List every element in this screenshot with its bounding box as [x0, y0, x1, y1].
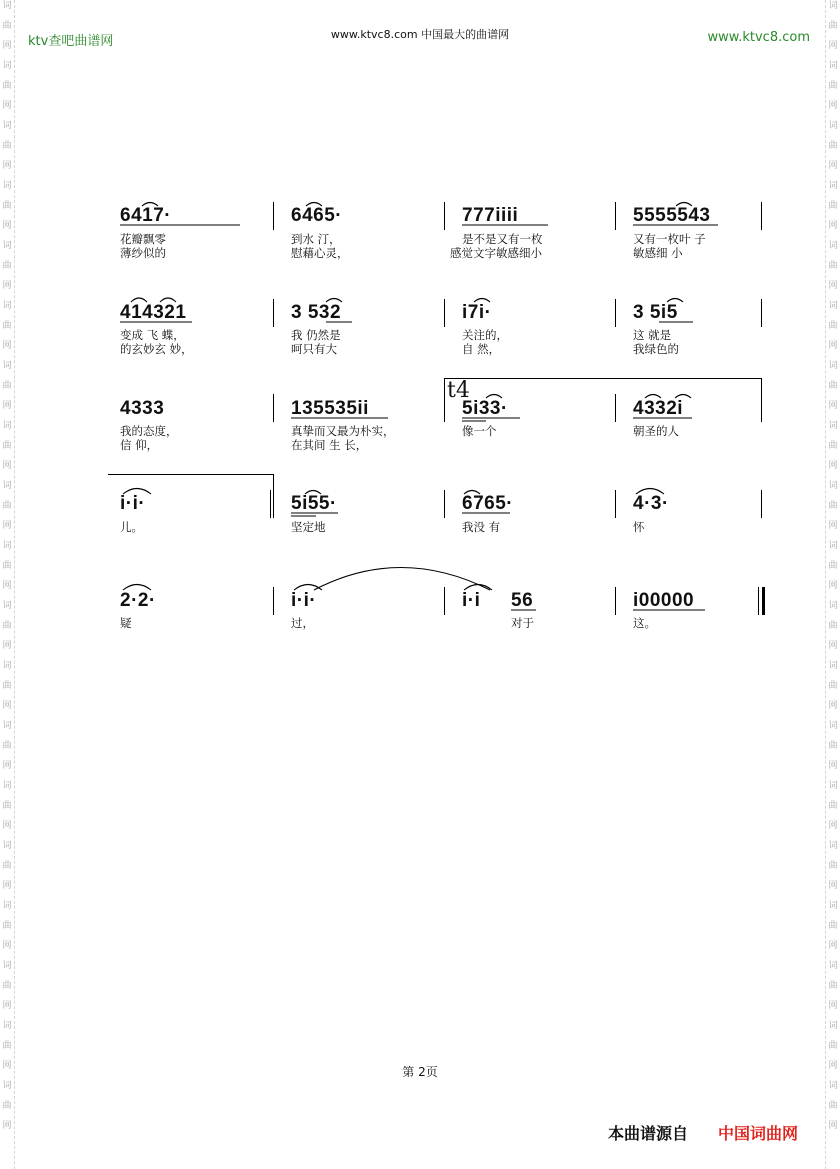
- slur: [486, 395, 502, 399]
- lyric-line: 我的态度，: [120, 424, 178, 438]
- watermark-char: 网: [828, 281, 838, 291]
- watermark-char: 词: [2, 241, 12, 251]
- slur: [123, 585, 151, 591]
- site-name-left[interactable]: ktv查吧曲谱网: [28, 34, 114, 49]
- measure-notes: 6765·: [462, 493, 514, 514]
- measure-notes: 3 5i5: [633, 302, 678, 323]
- lyric-line: 信 仰，: [120, 438, 159, 452]
- watermark-char: 词: [828, 121, 838, 131]
- watermark-char: 词: [828, 361, 838, 371]
- lyric-line: 朝圣的人: [633, 424, 679, 438]
- watermark-char: 网: [2, 1121, 12, 1131]
- watermark-char: 曲: [2, 81, 12, 91]
- watermark-char: 曲: [828, 201, 838, 211]
- lyric-line: 是不是又有一枚: [462, 232, 543, 246]
- watermark-char: 曲: [2, 141, 12, 151]
- lyric-line: 呵只有大: [291, 342, 337, 356]
- watermark-char: 网: [2, 221, 12, 231]
- marker-label: t4: [447, 378, 470, 403]
- watermark-char: 词: [2, 541, 12, 551]
- slur: [636, 489, 664, 495]
- watermark-char: 曲: [2, 321, 12, 331]
- watermark-char: 网: [828, 521, 838, 531]
- watermark-char: 词: [828, 241, 838, 251]
- measure-notes: i7i·: [462, 302, 492, 323]
- watermark-char: 词: [2, 481, 12, 491]
- watermark-char: 曲: [2, 1041, 12, 1051]
- lyric-line: 这。: [633, 616, 656, 630]
- watermark-char: 词: [2, 421, 12, 431]
- watermark-char: 网: [828, 221, 838, 231]
- lyric-line: 这 就是: [633, 328, 672, 342]
- watermark-char: 词: [2, 1021, 12, 1031]
- lyric-line: 又有一枚叶 子: [633, 232, 706, 246]
- watermark-char: 词: [2, 961, 12, 971]
- lyric-line: 像一个: [462, 424, 497, 438]
- watermark-char: 网: [828, 581, 838, 591]
- lyric-line: 我 仍然是: [291, 328, 341, 342]
- measure-notes: i·i·: [120, 493, 146, 514]
- watermark-char: 词: [2, 721, 12, 731]
- lyric-line: 真挚而又最为朴实，: [291, 424, 395, 438]
- watermark-char: 词: [2, 841, 12, 851]
- watermark-char: 曲: [2, 921, 12, 931]
- site-url-right[interactable]: www.ktvc8.com: [707, 30, 810, 45]
- lyric-line: 关注的，: [462, 328, 508, 342]
- lyric-line: 对于: [511, 616, 534, 630]
- lyric-line: 自 然，: [462, 342, 501, 356]
- watermark-char: 网: [828, 161, 838, 171]
- watermark-char: 曲: [828, 861, 838, 871]
- measure-notes: 4332i: [633, 398, 684, 419]
- source-link[interactable]: 中国词曲网: [718, 1124, 799, 1143]
- watermark-char: 曲: [828, 441, 838, 451]
- slur: [306, 203, 322, 207]
- page-number: 第 2页: [402, 1065, 438, 1079]
- watermark-char: 网: [828, 821, 838, 831]
- measure-notes: 5i55·: [291, 493, 337, 514]
- watermark-char: 网: [828, 101, 838, 111]
- lyric-line: 坚定地: [291, 520, 326, 534]
- lyric-line: 薄纱似的: [120, 246, 166, 260]
- watermark-char: 词: [828, 541, 838, 551]
- slur: [294, 585, 322, 591]
- watermark-char: 曲: [828, 561, 838, 571]
- watermark-char: 网: [2, 1001, 12, 1011]
- measure-notes: 4·3·: [633, 493, 669, 514]
- watermark-char: 曲: [828, 81, 838, 91]
- watermark-char: 词: [2, 781, 12, 791]
- watermark-char: 词: [828, 1, 838, 11]
- lyric-line: 我绿色的: [633, 342, 679, 356]
- lyric-line: 变成 飞 蝶，: [120, 328, 185, 342]
- measure-notes: 6417·: [120, 205, 172, 226]
- watermark-char: 曲: [828, 801, 838, 811]
- watermark-char: 词: [828, 601, 838, 611]
- watermark-char: 曲: [828, 321, 838, 331]
- lyric-line: 怀: [633, 520, 645, 534]
- lyric-line: 在其间 生 长，: [291, 438, 368, 452]
- watermark-char: 曲: [828, 921, 838, 931]
- measure-notes: 5555543: [633, 205, 711, 226]
- watermark-char: 曲: [828, 741, 838, 751]
- watermark-char: 网: [2, 941, 12, 951]
- watermark-char: 词: [828, 841, 838, 851]
- watermark-char: 曲: [2, 441, 12, 451]
- watermark-char: 网: [828, 1121, 838, 1131]
- watermark-char: 曲: [828, 1041, 838, 1051]
- lyric-line: 的玄妙玄 妙，: [120, 342, 193, 356]
- watermark-char: 网: [828, 761, 838, 771]
- watermark-char: 词: [828, 481, 838, 491]
- watermark-char: 网: [2, 761, 12, 771]
- watermark-char: 网: [2, 161, 12, 171]
- lyric-line: 慰藉心灵，: [291, 246, 349, 260]
- watermark-char: 曲: [828, 501, 838, 511]
- slur: [305, 491, 321, 495]
- watermark-char: 网: [828, 341, 838, 351]
- measure-notes: i·i·: [291, 590, 317, 611]
- watermark-char: 网: [828, 941, 838, 951]
- watermark-char: 曲: [2, 1101, 12, 1111]
- watermark-char: 曲: [828, 141, 838, 151]
- watermark-char: 词: [828, 721, 838, 731]
- watermark-char: 网: [828, 1001, 838, 1011]
- watermark-char: 词: [2, 1, 12, 11]
- watermark-char: 词: [828, 1081, 838, 1091]
- watermark-char: 网: [2, 1061, 12, 1071]
- slur: [675, 395, 691, 399]
- slur: [676, 203, 692, 207]
- watermark-char: 曲: [2, 621, 12, 631]
- watermark-char: 词: [828, 301, 838, 311]
- watermark-char: 词: [828, 1021, 838, 1031]
- watermark-char: 词: [2, 61, 12, 71]
- watermark-char: 曲: [2, 861, 12, 871]
- measure-notes: 3 532: [291, 302, 342, 323]
- watermark-char: 网: [2, 701, 12, 711]
- measure-notes: 5i33·: [462, 398, 508, 419]
- watermark-char: 曲: [2, 261, 12, 271]
- watermark-char: 词: [2, 121, 12, 131]
- watermark-char: 网: [828, 41, 838, 51]
- watermark-char: 曲: [2, 981, 12, 991]
- lyric-line: 我没 有: [462, 520, 501, 534]
- slur: [326, 299, 342, 303]
- measure-notes: 6465·: [291, 205, 343, 226]
- slur: [667, 299, 683, 303]
- site-name-center: www.ktvc8.com 中国最大的曲谱网: [330, 28, 510, 41]
- watermark-char: 曲: [828, 261, 838, 271]
- lyric-line: 疑: [120, 616, 132, 630]
- lyric-line: 花瓣飘零: [120, 232, 166, 246]
- watermark-char: 曲: [2, 21, 12, 31]
- watermark-char: 词: [2, 601, 12, 611]
- watermark-char: 曲: [828, 1101, 838, 1111]
- slur: [123, 489, 151, 495]
- watermark-char: 词: [2, 901, 12, 911]
- watermark-char: 网: [2, 101, 12, 111]
- watermark-char: 词: [2, 181, 12, 191]
- measure-notes: i00000: [633, 590, 695, 611]
- watermark-char: 曲: [2, 561, 12, 571]
- watermark-char: 网: [828, 461, 838, 471]
- watermark-char: 曲: [2, 381, 12, 391]
- slur: [142, 203, 158, 207]
- watermark-char: 曲: [2, 501, 12, 511]
- watermark-char: 曲: [2, 801, 12, 811]
- lyric-line: 过，: [291, 616, 314, 630]
- watermark-char: 网: [2, 401, 12, 411]
- measure-notes: 4333: [120, 398, 165, 419]
- slur: [474, 299, 490, 303]
- watermark-char: 词: [828, 781, 838, 791]
- watermark-char: 网: [828, 1061, 838, 1071]
- watermark-char: 词: [828, 421, 838, 431]
- measure-notes: 777iiii: [462, 205, 519, 226]
- lyric-line: 到水 汀，: [291, 232, 341, 246]
- watermark-char: 曲: [828, 621, 838, 631]
- watermark-char: 网: [2, 521, 12, 531]
- slur: [464, 491, 480, 495]
- watermark-char: 词: [2, 301, 12, 311]
- watermark-char: 曲: [2, 741, 12, 751]
- watermark-char: 曲: [828, 681, 838, 691]
- measure-notes: 56: [511, 590, 534, 611]
- lyric-line: 敏感细 小: [633, 246, 683, 260]
- watermark-char: 网: [2, 881, 12, 891]
- watermark-char: 网: [2, 641, 12, 651]
- watermark-char: 词: [828, 901, 838, 911]
- watermark-char: 词: [2, 1081, 12, 1091]
- source-label: 本曲谱源自: [608, 1124, 689, 1143]
- watermark-char: 网: [2, 281, 12, 291]
- watermark-char: 曲: [2, 681, 12, 691]
- watermark-char: 网: [2, 581, 12, 591]
- watermark-char: 词: [828, 61, 838, 71]
- watermark-char: 网: [2, 341, 12, 351]
- watermark-char: 曲: [828, 381, 838, 391]
- watermark-char: 网: [828, 401, 838, 411]
- slur: [645, 395, 661, 399]
- watermark-char: 曲: [828, 21, 838, 31]
- watermark-char: 词: [2, 361, 12, 371]
- watermark-char: 网: [2, 821, 12, 831]
- watermark-char: 曲: [2, 201, 12, 211]
- watermark-char: 词: [2, 661, 12, 671]
- measure-notes: 414321: [120, 302, 187, 323]
- measure-notes: i·i: [462, 590, 481, 611]
- watermark-char: 词: [828, 961, 838, 971]
- watermark-char: 网: [828, 641, 838, 651]
- measure-notes: 135535ii: [291, 398, 369, 419]
- watermark-char: 网: [828, 881, 838, 891]
- slur: [131, 298, 147, 302]
- watermark-char: 网: [828, 701, 838, 711]
- watermark-char: 词: [828, 661, 838, 671]
- lyric-line: 儿。: [120, 520, 143, 534]
- measure-notes: 2·2·: [120, 590, 156, 611]
- watermark-char: 网: [2, 41, 12, 51]
- watermark-char: 曲: [828, 981, 838, 991]
- lyric-line: 感觉文字敏感细小: [450, 246, 542, 260]
- long-slur: [314, 568, 490, 591]
- watermark-char: 词: [828, 181, 838, 191]
- watermark-char: 网: [2, 461, 12, 471]
- slur: [160, 298, 176, 302]
